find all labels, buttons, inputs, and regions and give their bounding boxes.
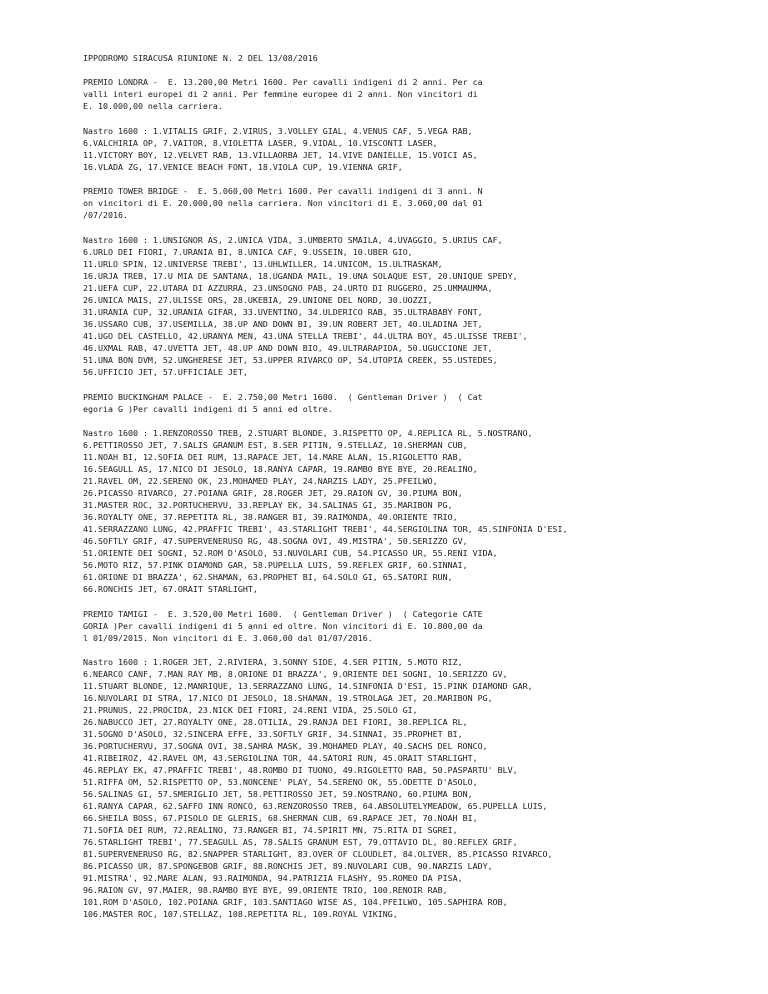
text-line: 16.NUVOLARI DI STRA, 17.NICO DI JESOLO, 18.SHAMAN, 19.STROLAGA JET, 20.MARIBON PG, — [83, 693, 493, 703]
text-line: 31.MASTER ROC, 32.PORTUCHERVU, 33.REPLAY EK, 34.SALINAS GI, 35.MARIBON PG, — [83, 500, 453, 510]
text-line: IPPODROMO SIRACUSA RIUNIONE N. 2 DEL 13/08/2016 — [83, 53, 318, 63]
text-line: 6.PETTIROSSO JET, 7.SALIS GRANUM EST, 8.SER PITIN, 9.STELLAZ, 10.SHERMAN CUB, — [83, 440, 468, 450]
text-line: 46.UXMAL RAB, 47.UVETTA JET, 48.UP AND DOWN BIO, 49.ULTRARAPIDA, 50.UGUCCIONE JET, — [83, 343, 493, 353]
text-line: PREMIO TAMIGI - E. 3.520,00 Metri 1600. ( Gentleman Driver ) ( Categorie CATE — [83, 609, 483, 619]
text-line: 76.STARLIGHT TREBI', 77.SEAGULL AS, 78.SALIS GRANUM EST, 79.OTTAVIO DL, 80.REFLEX GRIF, — [83, 837, 518, 847]
text-line: 56.UFFICIO JET, 57.UFFICIALE JET, — [83, 367, 248, 377]
text-line: 106.MASTER ROC, 107.STELLAZ, 108.REPETITA RL, 109.ROYAL VIKING, — [83, 909, 398, 919]
text-line: 46.REPLAY EK, 47.PRAFFIC TREBI', 48.ROMBO DI TUONO, 49.RIGOLETTO RAB, 50.PASPARTU' BLV, — [83, 765, 518, 775]
text-line: 36.PORTUCHERVU, 37.SOGNA OVI, 38.SAHRA MASK, 39.MOHAMED PLAY, 40.SACHS DEL RONCO, — [83, 741, 488, 751]
text-line: egoria G )Per cavalli indigeni di 5 anni ed oltre. — [83, 404, 333, 414]
text-line: 91.MISTRA', 92.MARE ALAN, 93.RAIMONDA, 94.PATRIZIA FLASHY, 95.ROMEO DA PISA, — [83, 873, 463, 883]
text-line: 66.SHEILA BOSS, 67.PISOLO DE GLERIS, 68.SHERMAN CUB, 69.RAPACE JET, 70.NOAH BI, — [83, 813, 478, 823]
text-line: /07/2016. — [83, 210, 128, 220]
text-line: 96.RAION GV, 97.MAIER, 98.RAMBO BYE BYE, 99.ORIENTE TRIO, 100.RENOIR RAB, — [83, 885, 448, 895]
text-line: 86.PICASSO UR, 87.SPONGEBOB GRIF, 88.RONCHIS JET, 89.NUVOLARI CUB, 90.NARZIS LADY, — [83, 861, 493, 871]
text-line: 11.URLO SPIN, 12.UNIVERSE TREBI', 13.UHLWILLER, 14.UNICOM, 15.ULTRASKAM, — [83, 259, 443, 269]
text-line: 36.USSARO CUB, 37.USEMILLA, 38.UP AND DOWN BI, 39.UN ROBERT JET, 40.ULADINA JET, — [83, 319, 483, 329]
text-line: 56.SALINAS GI, 57.SMERIGLIO JET, 58.PETTIROSSO JET, 59.NOSTRANO, 60.PIUMA BON, — [83, 789, 473, 799]
text-line: 66.RONCHIS JET, 67.ORAIT STARLIGHT, — [83, 584, 258, 594]
text-line: 51.UNA BON DVM, 52.UNGHERESE JET, 53.UPPER RIVARCO OP, 54.UTOPIA CREEK, 55.USTEDES, — [83, 355, 498, 365]
text-line: 11.VICTORY BOY, 12.VELVET RAB, 13.VILLAORBA JET, 14.VIVE DANIELLE, 15.VOICI AS, — [83, 150, 478, 160]
text-line: on vincitori di E. 20.000,00 nella carriera. Non vincitori di E. 3.060,00 dal 01 — [83, 198, 483, 208]
text-line: 56.MOTO RIZ, 57.PINK DIAMOND GAR, 58.PUPELLA LUIS, 59.REFLEX GRIF, 60.SINNAI, — [83, 560, 468, 570]
text-line: GORIA )Per cavalli indigeni di 5 anni ed oltre. Non vincitori di E. 10.800,00 da — [83, 621, 483, 631]
text-line: Nastro 1600 : 1.VITALIS GRIF, 2.VIRUS, 3.VOLLEY GIAL, 4.VENUS CAF, 5.VEGA RAB, — [83, 126, 473, 136]
text-line: l 01/09/2015. Non vincitori di E. 3.060,00 dal 01/07/2016. — [83, 633, 373, 643]
text-line: 41.SERRAZZANO LUNG, 42.PRAFFIC TREBI', 43.STARLIGHT TREBI', 44.SERGIOLINA TOR, 45.SINFONIA D'ESI, — [83, 524, 568, 534]
text-line: 11.NOAH BI, 12.SOFIA DEI RUM, 13.RAPACE JET, 14.MARE ALAN, 15.RIGOLETTO RAB, — [83, 452, 463, 462]
text-line: 61.RANYA CAPAR, 62.SAFFO INN RONCO, 63.RENZOROSSO TREB, 64.ABSOLUTELYMEADOW, 65.PUPELLA LUIS, — [83, 801, 548, 811]
text-line: 41.UGO DEL CASTELLO, 42.URANYA MEN, 43.UNA STELLA TREBI', 44.ULTRA BOY, 45.ULISSE TREBI', — [83, 331, 528, 341]
text-line: 6.URLO DEI FIORI, 7.URANIA BI, 8.UNICA CAF, 9.USSEIN, 10.UBER GIO, — [83, 247, 413, 257]
text-line: 31.SOGNO D'ASOLO, 32.SINCERA EFFE, 33.SOFTLY GRIF, 34.SINNAI, 35.PROPHET BI, — [83, 729, 463, 739]
text-line: 26.UNICA MAIS, 27.ULISSE ORS, 28.UKEBIA, 29.UNIONE DEL NORD, 30.UOZZI, — [83, 295, 433, 305]
text-line: 61.ORIONE DI BRAZZA', 62.SHAMAN, 63.PROPHET BI, 64.SOLO GI, 65.SATORI RUN, — [83, 572, 453, 582]
text-line: PREMIO LONDRA - E. 13.200,00 Metri 1600. Per cavalli indigeni di 2 anni. Per ca — [83, 77, 483, 87]
text-line: 81.SUPERVENERUSO RG, 82.SNAPPER STARLIGHT, 83.OVER OF CLOUDLET, 84.OLIVER, 85.PICASSO RIVARCO, — [83, 849, 553, 859]
text-line: PREMIO BUCKINGHAM PALACE - E. 2.750,00 Metri 1600. ( Gentleman Driver ) ( Cat — [83, 392, 483, 402]
text-line: valli interi europei di 2 anni. Per femmine europee di 2 anni. Non vincitori di — [83, 89, 478, 99]
text-line: 16.SEAGULL AS, 17.NICO DI JESOLO, 18.RANYA CAPAR, 19.RAMBO BYE BYE, 20.REALINO, — [83, 464, 478, 474]
text-line: 46.SOFTLY GRIF, 47.SUPERVENERUSO RG, 48.SOGNA OVI, 49.MISTRA', 50.SERIZZO GV, — [83, 536, 468, 546]
text-line: 26.NABUCCO JET, 27.ROYALTY ONE, 28.OTILIA, 29.RANJA DEI FIORI, 30.REPLICA RL, — [83, 717, 468, 727]
text-line: PREMIO TOWER BRIDGE - E. 5.060,00 Metri 1600. Per cavalli indigeni di 3 anni. N — [83, 186, 483, 196]
text-line: Nastro 1600 : 1.RENZOROSSO TREB, 2.STUART BLONDE, 3.RISPETTO OP, 4.REPLICA RL, 5.NOSTRANO, — [83, 428, 533, 438]
text-line: 16.URJA TREB, 17.U MIA DE SANTANA, 18.UGANDA MAIL, 19.UNA SOLAQUE EST, 20.UNIQUE SPEDY, — [83, 271, 518, 281]
text-line: 36.ROYALTY ONE, 37.REPETITA RL, 38.RANGER BI, 39.RAIMONDA, 40.ORIENTE TRIO, — [83, 512, 458, 522]
text-line: 16.VLADA ZG, 17.VENICE BEACH FONT, 18.VIOLA CUP, 19.VIENNA GRIF, — [83, 162, 403, 172]
text-line: Nastro 1600 : 1.ROGER JET, 2.RIVIERA, 3.SONNY SIDE, 4.SER PITIN, 5.MOTO RIZ, — [83, 657, 463, 667]
text-line: 101.ROM D'ASOLO, 102.POIANA GRIF, 103.SANTIAGO WISE AS, 104.PFEILWO, 105.SAPHIRA ROB, — [83, 897, 508, 907]
text-line: E. 10.000,00 nella carriera. — [83, 101, 223, 111]
text-line: 21.RAVEL OM, 22.SERENO OK, 23.MOHAMED PLAY, 24.NARZIS LADY, 25.PFEILWO, — [83, 476, 438, 486]
text-line: 6.NEARCO CANF, 7.MAN RAY MB, 8.ORIONE DI BRAZZA', 9.ORIENTE DEI SOGNI, 10.SERIZZO GV, — [83, 669, 508, 679]
text-line: Nastro 1600 : 1.UNSIGNOR AS, 2.UNICA VIDA, 3.UMBERTO SMAILA, 4.UVAGGIO, 5.URIUS CAF, — [83, 235, 503, 245]
text-line: 21.PRUNUS, 22.PROCIDA, 23.NICK DEI FIORI, 24.RENI VIDA, 25.SOLO GI, — [83, 705, 418, 715]
text-line: 26.PICASSO RIVARCO, 27.POIANA GRIF, 28.ROGER JET, 29.RAION GV, 30.PIUMA BON, — [83, 488, 463, 498]
text-line: 31.URANIA CUP, 32.URANIA GIFAR, 33.UVENTINO, 34.ULDERICO RAB, 35.ULTRABABY FONT, — [83, 307, 483, 317]
text-line: 71.SOFIA DEI RUM, 72.REALINO, 73.RANGER BI, 74.SPIRIT MN, 75.RITA DI SGREI, — [83, 825, 458, 835]
text-line: 51.RIFFA OM, 52.RISPETTO OP, 53.NONCENE' PLAY, 54.SERENO OK, 55.ODETTE D'ASOLO, — [83, 777, 478, 787]
text-line: 51.ORIENTE DEI SOGNI, 52.ROM D'ASOLO, 53.NUVOLARI CUB, 54.PICASSO UR, 55.RENI VIDA, — [83, 548, 498, 558]
text-line: 6.VALCHIRIA OP, 7.VAITOR, 8.VIOLETTA LASER, 9.VIDAL, 10.VISCONTI LASER, — [83, 138, 438, 148]
text-line: 11.STUART BLONDE, 12.MANRIQUE, 13.SERRAZZANO LUNG, 14.SINFONIA D'ESI, 15.PINK DIAMOND GAR, — [83, 681, 533, 691]
text-line: 41.RIBEIROZ, 42.RAVEL OM, 43.SERGIOLINA TOR, 44.SATORI RUN, 45.ORAIT STARLIGHT, — [83, 753, 478, 763]
text-line: 21.UEFA CUP, 22.UTARA DI AZZURRA, 23.UNSOGNO PAB, 24.URTO DI RUGGERO, 25.UMMAUMMA, — [83, 283, 493, 293]
